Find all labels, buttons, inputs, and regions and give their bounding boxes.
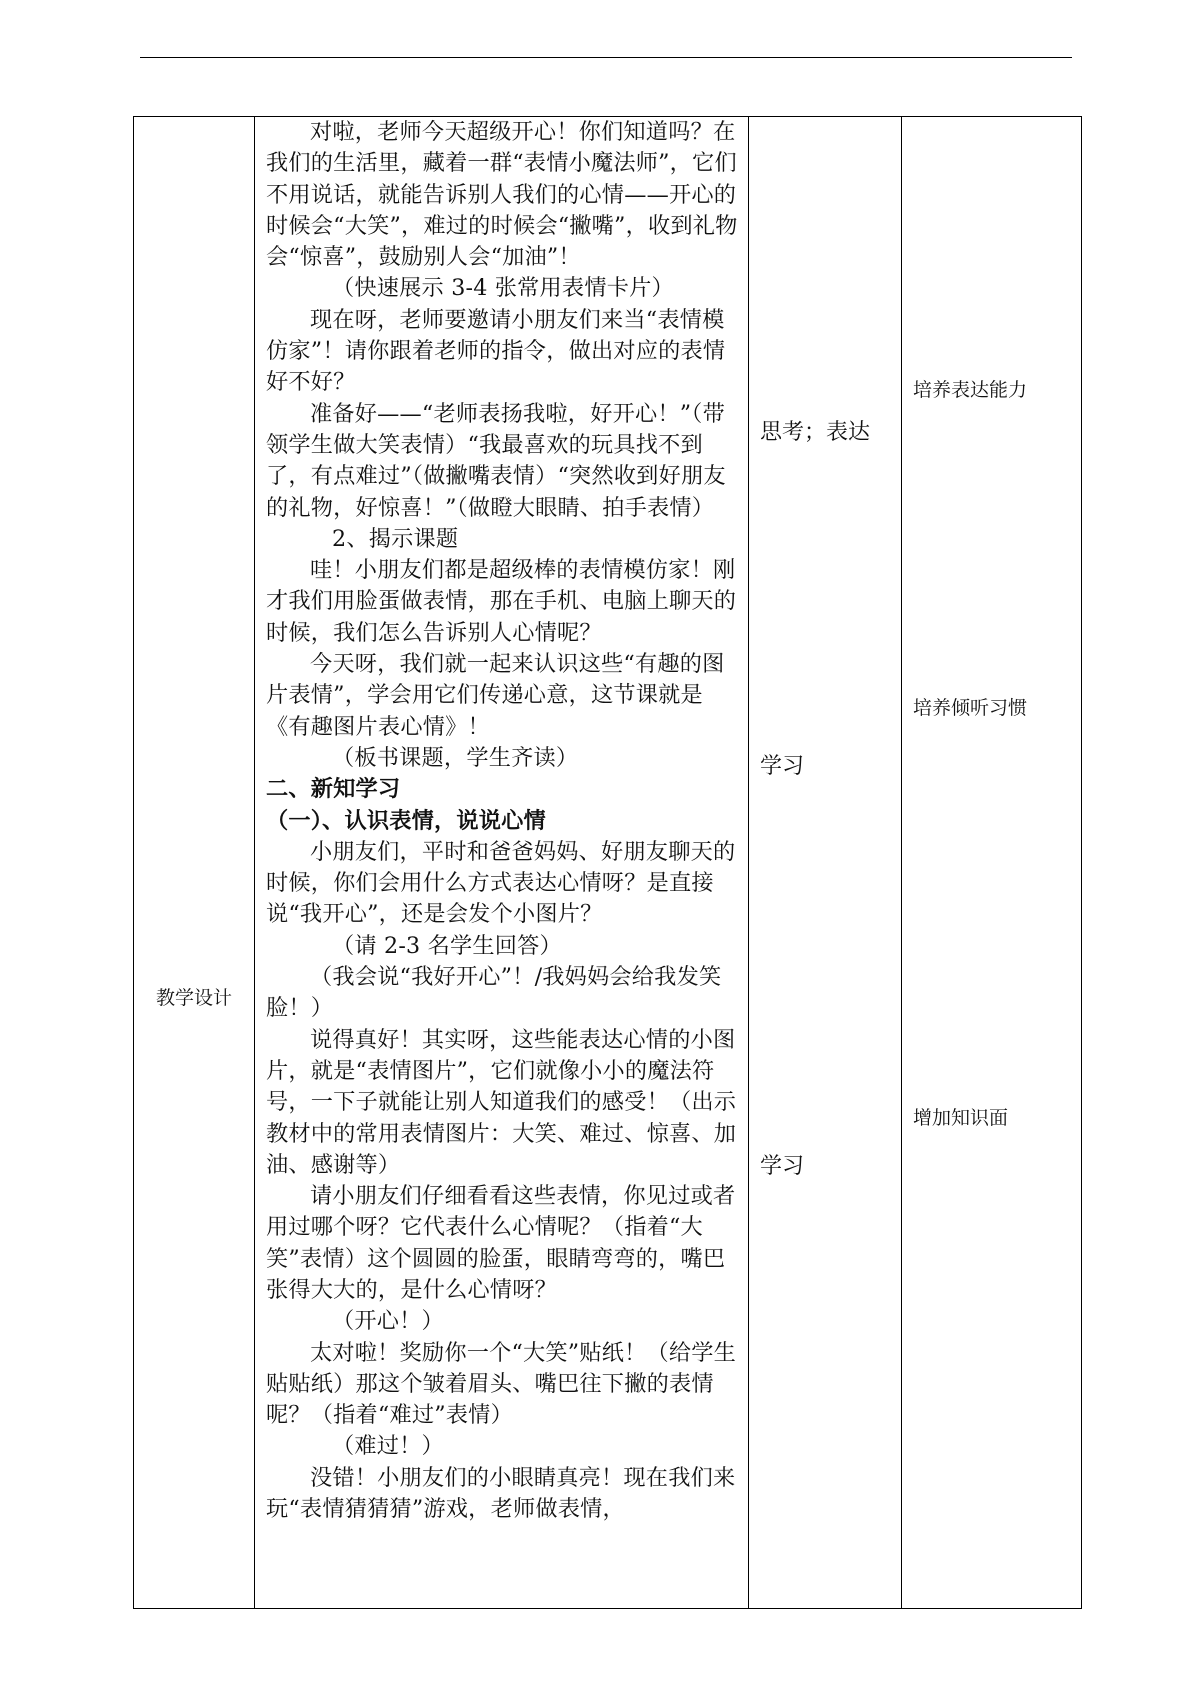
content-paragraph: 哇！小朋友们都是超级棒的表情模仿家！刚才我们用脸蛋做表情，那在手机、电脑上聊天的时候，我们怎么告诉别人心情呢？ [266,557,737,646]
content-paragraph: 准备好——“老师表扬我啦，好开心！”（带领学生做大笑表情）“我最喜欢的玩具找不到了，有点难过”（做撇嘴表情）“突然收到好朋友的礼物，好惊喜！”（做瞪大眼睛、拍手表情） [266,400,726,521]
content-paragraph: （难过！） [332,1433,444,1460]
content-paragraph: （板书课题，学生齐读） [332,744,579,771]
content-paragraph: 2、揭示课题 [332,525,459,552]
content-paragraph: 说得真好！其实呀，这些能表达心情的小图片，就是“表情图片”，它们就像小小的魔法符号，一下子就能让别人知道我们的感受！（出示教材中的常用表情图片：大笑、难过、惊喜、加油、感谢等） [266,1026,737,1178]
lesson-plan-table [133,116,1082,1609]
content-paragraph: 今天呀，我们就一起来认识这些“有趣的图片表情”，学会用它们传递心意，这节课就是《有趣图片表心情》！ [266,651,725,740]
content-paragraph: 请小朋友们仔细看看这些表情，你见过或者用过哪个呀？它代表什么心情呢？（指着“大笑”表情）这个圆圆的脸蛋，眼睛弯弯的，嘴巴张得大大的，是什么心情呀？ [266,1183,736,1303]
header-rule [140,57,1072,58]
column-divider [901,117,902,1608]
content-paragraph: 太对啦！奖励你一个“大笑”贴纸！（给学生贴贴纸）那这个皱着眉头、嘴巴往下撇的表情呢？（指着“难过”表情） [266,1339,737,1429]
content-paragraph: （开心！） [332,1308,444,1335]
student-activity: 思考；表达 [760,420,871,445]
section-heading: 二、新知学习 [266,776,401,803]
content-paragraph: （我会说“我好开心”！/我妈妈会给我发笑脸！） [266,964,722,1022]
column-divider [748,117,749,1608]
content-paragraph: 现在呀，老师要邀请小朋友们来当“表情模仿家”！请你跟着老师的指令，做出对应的表情好不好？ [266,306,726,396]
content-paragraph: （请 2-3 名学生回答） [332,932,562,959]
content-paragraph: 小朋友们，平时和爸爸妈妈、好朋友聊天的时候，你们会用什么方式表达心情呀？是直接说“我开心”，还是会发个小图片？ [266,838,736,928]
content-paragraph: 对啦，老师今天超级开心！你们知道吗？在我们的生活里，藏着一群“表情小魔法师”，它们不用说话，就能告诉别人我们的心情——开心的时候会“大笑”，难过的时候会“撇嘴”，收到礼物会“惊喜”，鼓励别人会“加油”！ [266,119,738,271]
column-divider [254,117,255,1608]
content-paragraph: （快速展示 3-4 张常用表情卡片） [332,275,674,302]
student-activity: 学习 [760,754,805,779]
content-paragraph: 没错！小朋友们的小眼睛真亮！现在我们来玩“表情猜猜猜”游戏，老师做表情， [266,1464,736,1523]
design-intent: 培养表达能力 [913,379,1028,401]
lesson-content [266,117,741,1525]
design-intent: 培养倾听习惯 [913,697,1028,719]
student-activity: 学习 [760,1154,805,1179]
design-intent: 增加知识面 [913,1107,1009,1129]
section-label: 教学设计 [155,987,232,1009]
section-heading: （一）、认识表情，说说心情 [266,807,546,834]
